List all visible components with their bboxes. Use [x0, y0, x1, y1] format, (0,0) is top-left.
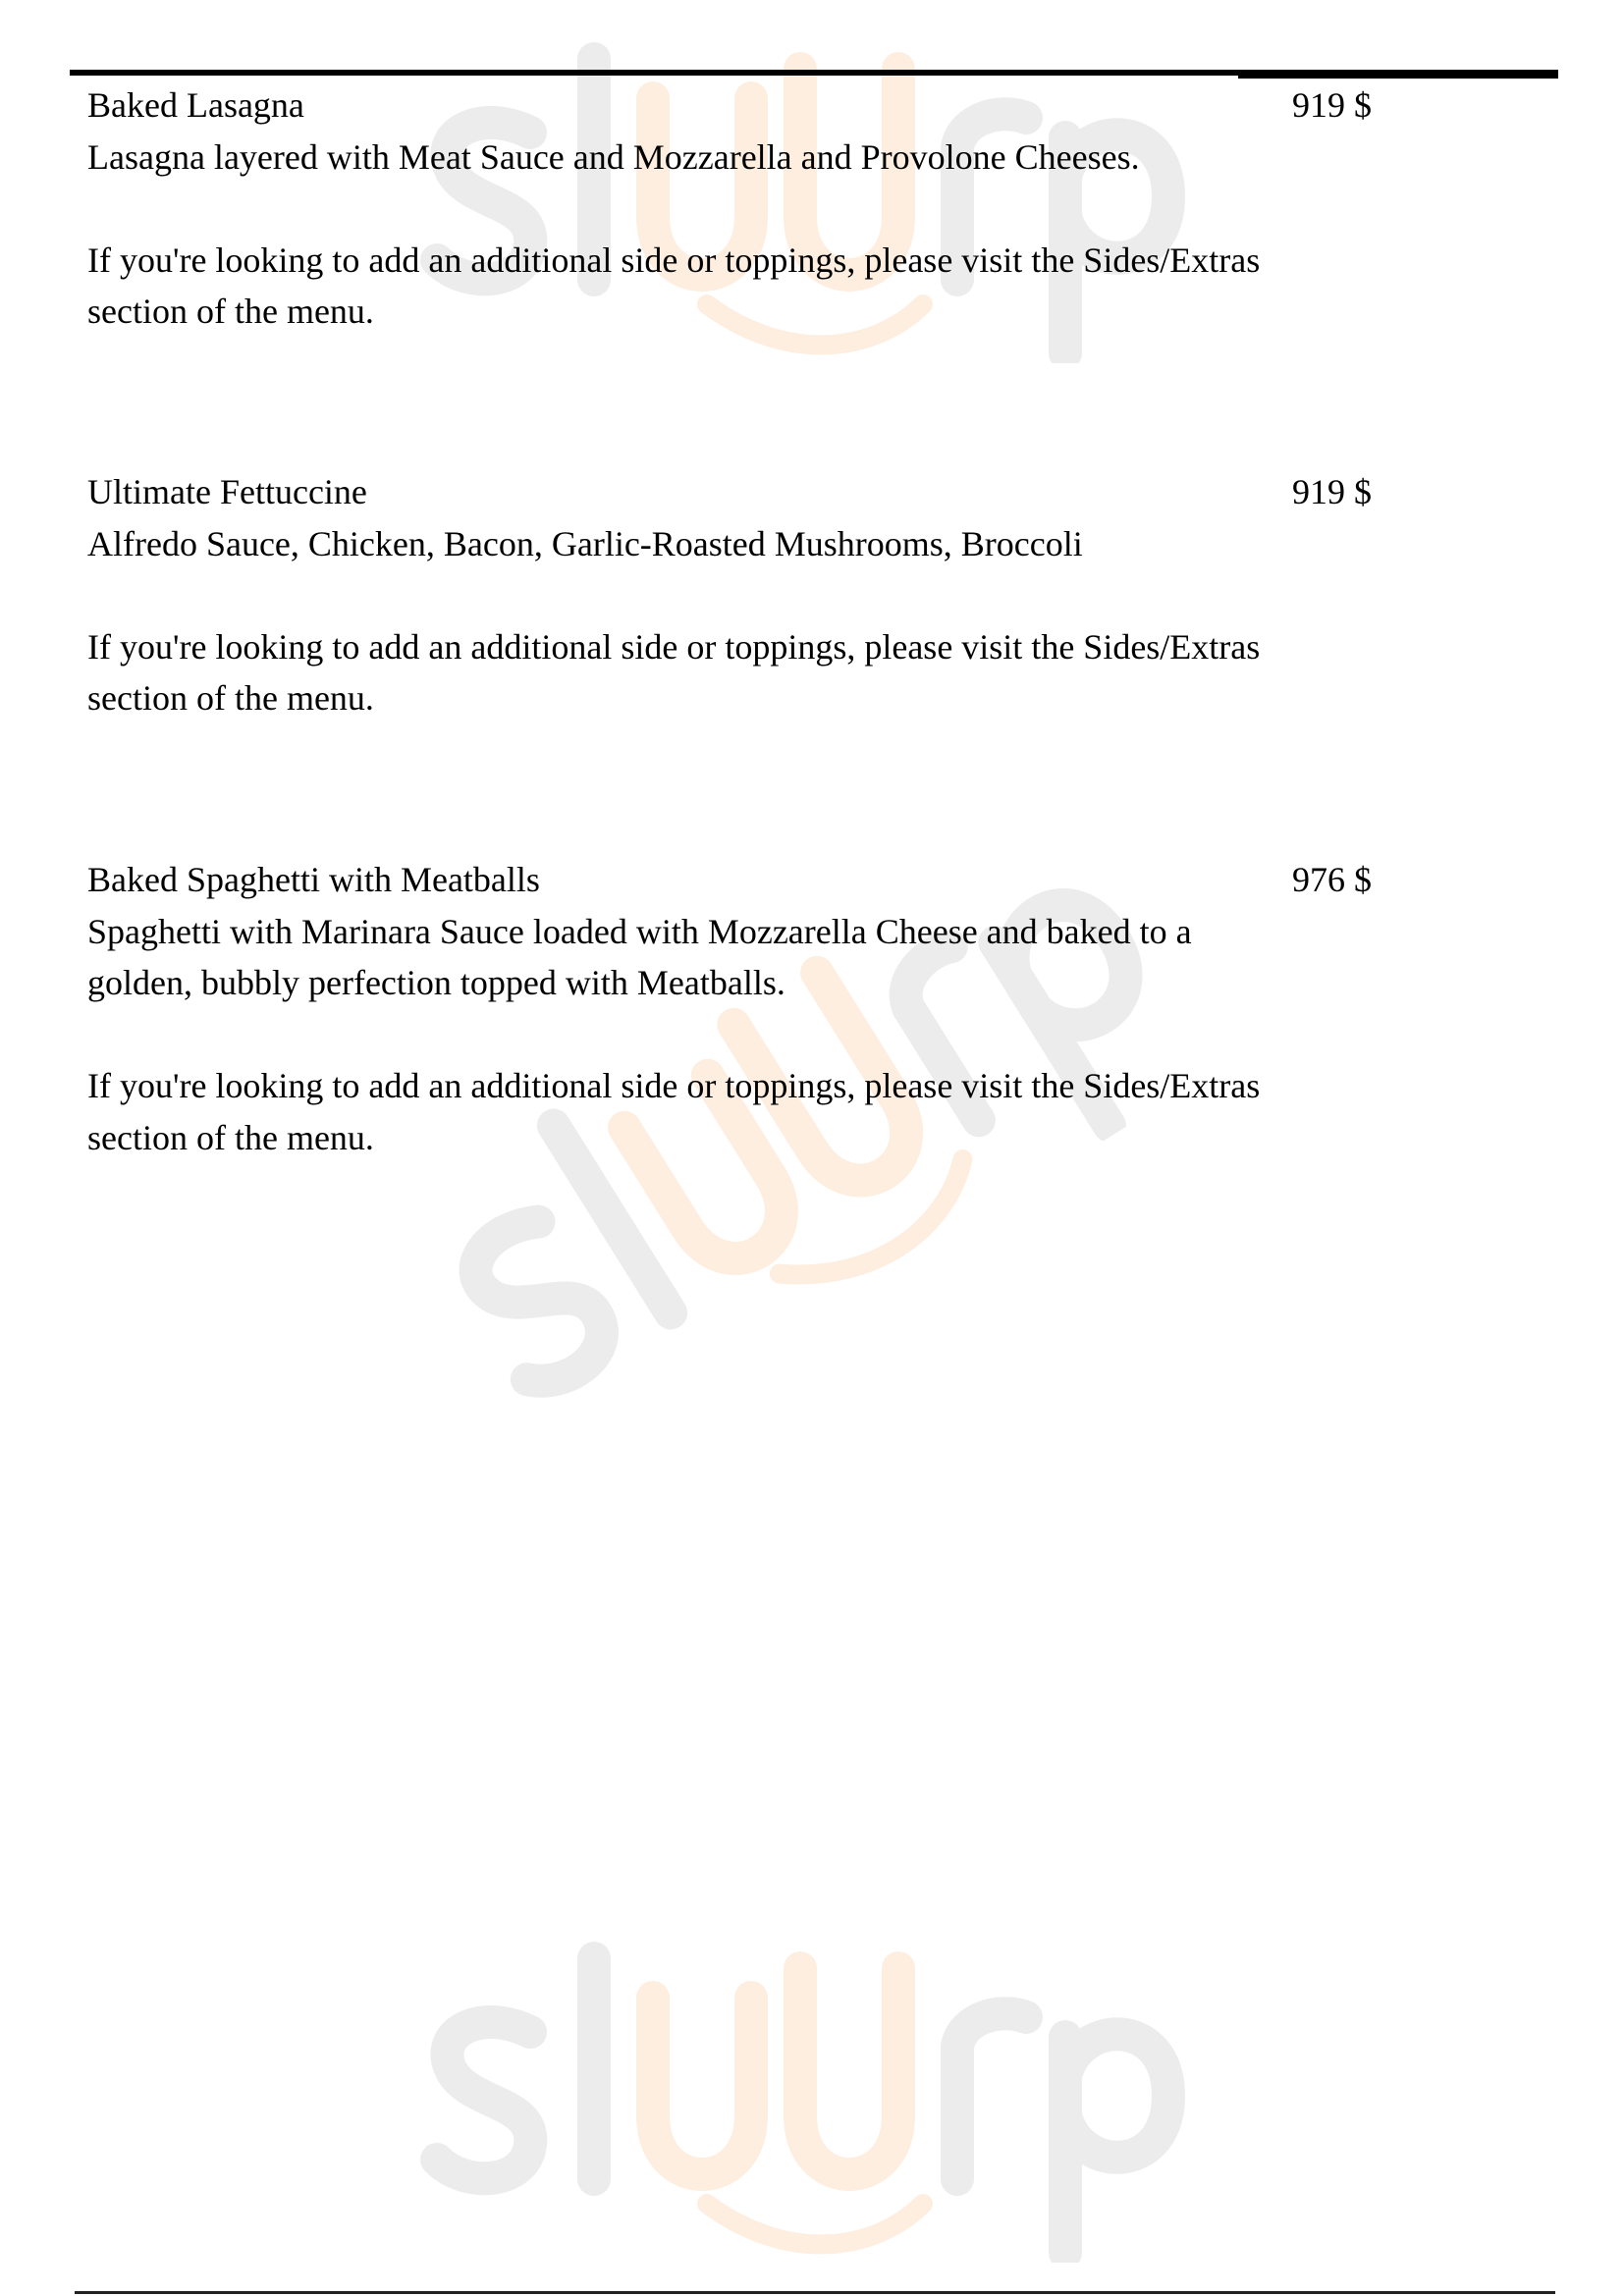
menu-item — [87, 854, 1266, 1163]
item-note: If you're looking to add an additional side or toppings, please visit the Sides/Extras section of the menu. — [87, 626, 1261, 718]
watermark-logo — [412, 1939, 1237, 2263]
item-note: If you're looking to add an additional side or toppings, please visit the Sides/Extras section of the menu. — [87, 1066, 1261, 1157]
bottom-rule — [75, 2291, 1555, 2294]
item-name: Ultimate Fettuccine — [87, 472, 367, 511]
item-name: Baked Spaghetti with Meatballs — [87, 860, 540, 899]
item-name: Baked Lasagna — [87, 85, 304, 125]
item-description: Lasagna layered with Meat Sauce and Mozzarella and Provolone Cheeses. — [87, 136, 1140, 177]
watermark-logo-graphic — [412, 1939, 1237, 2263]
item-note: If you're looking to add an additional side or toppings, please visit the Sides/Extras section of the menu. — [87, 240, 1261, 331]
item-price: 919 $ — [1292, 85, 1372, 125]
item-description: Spaghetti with Marinara Sauce loaded with Mozzarella Cheese and baked to a golden, bubbly perfection topped with Meatballs. — [87, 911, 1192, 1002]
item-price: 976 $ — [1292, 860, 1372, 899]
item-description: Alfredo Sauce, Chicken, Bacon, Garlic-Roasted Mushrooms, Broccoli — [87, 523, 1083, 563]
top-rule — [70, 70, 1238, 76]
menu-item — [87, 80, 1266, 338]
top-rule-price-column — [1238, 70, 1558, 79]
item-price: 919 $ — [1292, 472, 1372, 511]
menu-item — [87, 466, 1266, 724]
